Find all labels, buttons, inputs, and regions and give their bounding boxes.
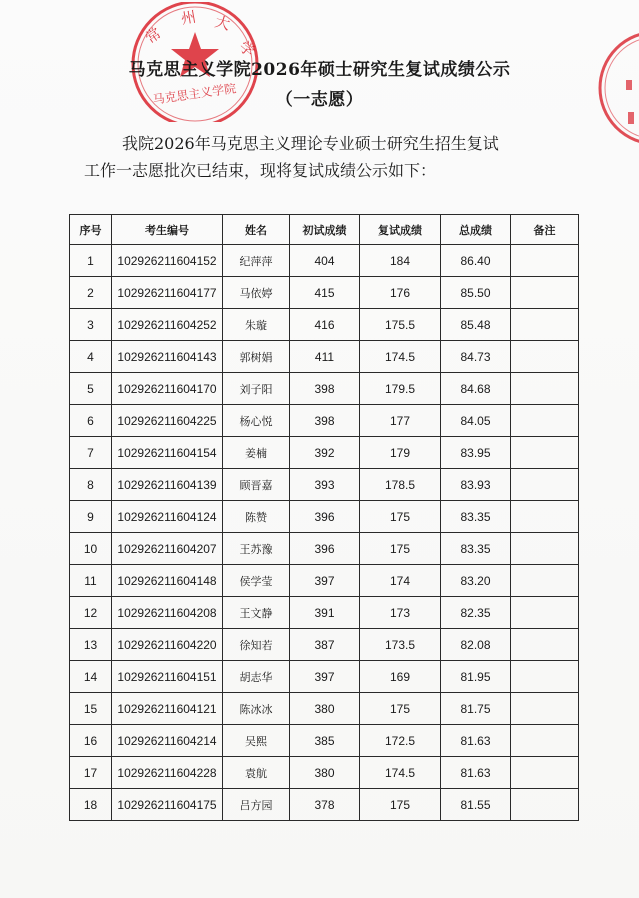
cell-index: 16 [70, 725, 112, 757]
svg-text:州: 州 [179, 7, 198, 28]
cell-candidate-id: 102926211604143 [112, 341, 223, 373]
table-row [70, 725, 579, 757]
cell-index: 4 [70, 341, 112, 373]
cell-preliminary-score: 378 [290, 789, 360, 821]
cell-index: 1 [70, 245, 112, 277]
cell-remarks [511, 757, 579, 789]
cell-total-score: 83.95 [441, 437, 511, 469]
cell-name: 袁航 [223, 757, 290, 789]
cell-total-score: 83.20 [441, 565, 511, 597]
cell-remarks [511, 469, 579, 501]
cell-retest-score: 175 [360, 693, 441, 725]
cell-candidate-id: 102926211604148 [112, 565, 223, 597]
cell-name: 姜楠 [223, 437, 290, 469]
table-row [70, 245, 579, 277]
cell-total-score: 81.75 [441, 693, 511, 725]
cell-candidate-id: 102926211604252 [112, 309, 223, 341]
cell-retest-score: 172.5 [360, 725, 441, 757]
cell-name: 杨心悦 [223, 405, 290, 437]
cell-retest-score: 174.5 [360, 757, 441, 789]
cell-index: 10 [70, 533, 112, 565]
cell-remarks [511, 373, 579, 405]
column-header-index: 序号 [70, 215, 112, 245]
cell-total-score: 85.48 [441, 309, 511, 341]
cell-remarks [511, 501, 579, 533]
cell-preliminary-score: 385 [290, 725, 360, 757]
cell-name: 朱璇 [223, 309, 290, 341]
cell-retest-score: 179.5 [360, 373, 441, 405]
column-header-preliminary-score: 初试成绩 [290, 215, 360, 245]
cell-retest-score: 169 [360, 661, 441, 693]
table-row [70, 341, 579, 373]
cell-remarks [511, 405, 579, 437]
cell-index: 14 [70, 661, 112, 693]
cell-candidate-id: 102926211604151 [112, 661, 223, 693]
cell-candidate-id: 102926211604214 [112, 725, 223, 757]
cell-preliminary-score: 404 [290, 245, 360, 277]
cell-retest-score: 179 [360, 437, 441, 469]
cell-remarks [511, 661, 579, 693]
cell-index: 7 [70, 437, 112, 469]
cell-retest-score: 174 [360, 565, 441, 597]
cell-candidate-id: 102926211604177 [112, 277, 223, 309]
cell-retest-score: 178.5 [360, 469, 441, 501]
table-row [70, 533, 579, 565]
cell-total-score: 83.35 [441, 533, 511, 565]
cell-index: 3 [70, 309, 112, 341]
table-row [70, 405, 579, 437]
cell-preliminary-score: 380 [290, 757, 360, 789]
cell-index: 5 [70, 373, 112, 405]
cell-name: 王苏豫 [223, 533, 290, 565]
cell-preliminary-score: 398 [290, 405, 360, 437]
table-row [70, 277, 579, 309]
cell-remarks [511, 437, 579, 469]
cell-retest-score: 174.5 [360, 341, 441, 373]
table-row [70, 757, 579, 789]
cell-candidate-id: 102926211604124 [112, 501, 223, 533]
cell-candidate-id: 102926211604175 [112, 789, 223, 821]
cell-preliminary-score: 391 [290, 597, 360, 629]
column-header-retest-score: 复试成绩 [360, 215, 441, 245]
cell-candidate-id: 102926211604220 [112, 629, 223, 661]
cell-name: 马依婷 [223, 277, 290, 309]
cell-total-score: 81.55 [441, 789, 511, 821]
cell-retest-score: 175 [360, 533, 441, 565]
cell-index: 17 [70, 757, 112, 789]
cell-candidate-id: 102926211604121 [112, 693, 223, 725]
cell-candidate-id: 102926211604207 [112, 533, 223, 565]
intro-paragraph-line-2: 工作一志愿批次已结束，现将复试成绩公示如下： [84, 161, 437, 180]
cell-total-score: 85.50 [441, 277, 511, 309]
cell-candidate-id: 102926211604228 [112, 757, 223, 789]
table-row [70, 789, 579, 821]
cell-preliminary-score: 393 [290, 469, 360, 501]
cell-total-score: 83.93 [441, 469, 511, 501]
svg-text:大: 大 [212, 12, 233, 34]
table-row [70, 373, 579, 405]
cell-remarks [511, 565, 579, 597]
cell-retest-score: 176 [360, 277, 441, 309]
cell-remarks [511, 725, 579, 757]
cell-name: 胡志华 [223, 661, 290, 693]
cell-candidate-id: 102926211604170 [112, 373, 223, 405]
cell-candidate-id: 102926211604208 [112, 597, 223, 629]
cell-name: 吴熙 [223, 725, 290, 757]
table-row [70, 469, 579, 501]
cell-remarks [511, 245, 579, 277]
cell-retest-score: 175.5 [360, 309, 441, 341]
cell-candidate-id: 102926211604152 [112, 245, 223, 277]
score-table [69, 214, 579, 821]
table-row [70, 661, 579, 693]
cell-name: 纪萍萍 [223, 245, 290, 277]
cell-total-score: 83.35 [441, 501, 511, 533]
cell-name: 侯学莹 [223, 565, 290, 597]
column-header-name: 姓名 [223, 215, 290, 245]
cell-index: 15 [70, 693, 112, 725]
cell-preliminary-score: 415 [290, 277, 360, 309]
cell-index: 12 [70, 597, 112, 629]
table-row [70, 437, 579, 469]
table-row [70, 693, 579, 725]
cell-index: 2 [70, 277, 112, 309]
cell-candidate-id: 102926211604225 [112, 405, 223, 437]
cell-candidate-id: 102926211604154 [112, 437, 223, 469]
cell-preliminary-score: 396 [290, 533, 360, 565]
cell-retest-score: 177 [360, 405, 441, 437]
score-table-body [70, 245, 579, 821]
cell-remarks [511, 277, 579, 309]
column-header-total-score: 总成绩 [441, 215, 511, 245]
cell-preliminary-score: 380 [290, 693, 360, 725]
cell-total-score: 84.05 [441, 405, 511, 437]
cell-remarks [511, 693, 579, 725]
cell-preliminary-score: 398 [290, 373, 360, 405]
cell-index: 8 [70, 469, 112, 501]
page-title: 马克思主义学院2026年硕士研究生复试成绩公示 [128, 60, 511, 80]
cell-name: 吕方园 [223, 789, 290, 821]
column-header-candidate-id: 考生编号 [112, 215, 223, 245]
cell-preliminary-score: 392 [290, 437, 360, 469]
cell-retest-score: 173 [360, 597, 441, 629]
cell-preliminary-score: 411 [290, 341, 360, 373]
cell-remarks [511, 597, 579, 629]
cell-name: 刘子阳 [223, 373, 290, 405]
table-row [70, 597, 579, 629]
cell-remarks [511, 629, 579, 661]
cell-preliminary-score: 396 [290, 501, 360, 533]
cell-index: 13 [70, 629, 112, 661]
cell-total-score: 84.68 [441, 373, 511, 405]
table-row [70, 565, 579, 597]
cell-name: 陈冰冰 [223, 693, 290, 725]
cell-name: 顾晋嘉 [223, 469, 290, 501]
cell-remarks [511, 309, 579, 341]
column-header-remarks: 备注 [511, 215, 579, 245]
cell-preliminary-score: 397 [290, 565, 360, 597]
cell-total-score: 81.63 [441, 757, 511, 789]
table-row [70, 629, 579, 661]
cell-preliminary-score: 416 [290, 309, 360, 341]
cell-total-score: 84.73 [441, 341, 511, 373]
cell-remarks [511, 533, 579, 565]
cell-name: 陈赞 [223, 501, 290, 533]
cell-retest-score: 175 [360, 789, 441, 821]
table-row [70, 309, 579, 341]
cell-name: 郭树娟 [223, 341, 290, 373]
svg-text:学: 学 [235, 37, 259, 61]
intro-paragraph-line-1: 我院2026年马克思主义理论专业硕士研究生招生复试 [122, 134, 499, 153]
cell-index: 11 [70, 565, 112, 597]
cell-retest-score: 184 [360, 245, 441, 277]
cell-preliminary-score: 397 [290, 661, 360, 693]
cell-index: 6 [70, 405, 112, 437]
cell-candidate-id: 102926211604139 [112, 469, 223, 501]
cell-total-score: 86.40 [441, 245, 511, 277]
table-row [70, 501, 579, 533]
cell-name: 王文静 [223, 597, 290, 629]
cell-preliminary-score: 387 [290, 629, 360, 661]
cell-index: 18 [70, 789, 112, 821]
cell-remarks [511, 341, 579, 373]
cell-total-score: 81.95 [441, 661, 511, 693]
cell-index: 9 [70, 501, 112, 533]
cell-remarks [511, 789, 579, 821]
page-subtitle: （一志愿） [275, 90, 364, 110]
svg-text:马克思主义学院: 马克思主义学院 [151, 81, 238, 107]
score-table-header [70, 215, 579, 245]
cell-retest-score: 175 [360, 501, 441, 533]
cell-retest-score: 173.5 [360, 629, 441, 661]
svg-text:常: 常 [141, 23, 165, 48]
cell-total-score: 82.08 [441, 629, 511, 661]
cell-total-score: 82.35 [441, 597, 511, 629]
cell-total-score: 81.63 [441, 725, 511, 757]
cell-name: 徐知若 [223, 629, 290, 661]
